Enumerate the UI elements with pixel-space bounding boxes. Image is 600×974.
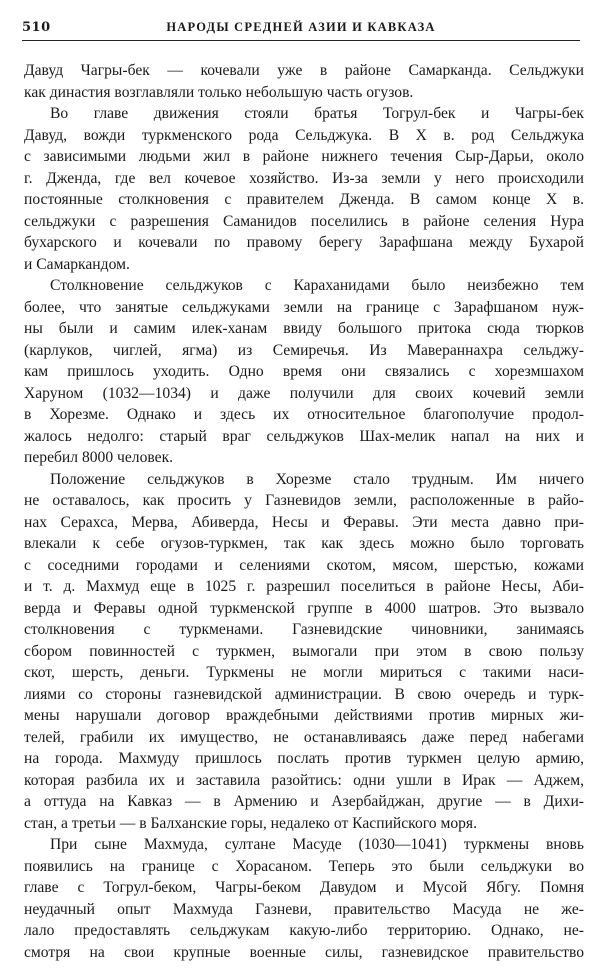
text-line: более, что занятые сельджуками земли на границе с Зарафшаном нуж- bbox=[24, 298, 584, 316]
text-line: телей, грабили их имущество, не останавливаясь даже перед набегами bbox=[24, 728, 584, 746]
text-line: лиями со стороны газневидской администрации. В свою очередь и турк- bbox=[24, 685, 584, 703]
text-line: Положение сельджуков в Хорезме стало трудным. Им ничего bbox=[50, 470, 584, 488]
text-line: Давуд, вожди туркменского рода Сельджука. В X в. род Сельджука bbox=[24, 126, 584, 144]
text-line: с соседними городами и селениями скотом, мясом, шерстью, кожами bbox=[24, 556, 584, 574]
text-line: и Самаркандом. bbox=[24, 255, 130, 273]
text-line: бухарского и кочевали по правому берегу Зарафшана между Бухарой bbox=[24, 234, 584, 251]
text-line: (карлуков, чиглей, ягма) из Семиречья. Из Мавераннахра сельджу- bbox=[24, 341, 584, 359]
body-text bbox=[24, 60, 584, 963]
text-line: постоянные столкновения с правителем Дженда. В самом конце X в. bbox=[24, 191, 584, 208]
text-line: главе с Тогрул-беком, Чагры-беком Давудом и Мусой Ябгу. Помня bbox=[24, 879, 584, 896]
text-line: как династия возглавляли только небольшую часть огузов. bbox=[24, 83, 414, 101]
text-line: смотря на свои крупные военные силы, газневидское правительство bbox=[24, 943, 584, 961]
text-line: которая разбила их и заставила разойтись: одни ушли в Ирак — Аджем, bbox=[24, 771, 584, 789]
text-line: скот, шерсть, деньги. Туркмены не могли мириться с такими наси- bbox=[24, 664, 584, 681]
text-line: в Хорезме. Однако и здесь их относительное благополучие продол- bbox=[24, 406, 584, 423]
page-header bbox=[22, 18, 580, 41]
text-line: мены нарушали договор враждебными действиями против мирных жи- bbox=[24, 707, 584, 724]
text-line: Во главе движения стояли братья Тогрул-бек и Чагры-бек bbox=[50, 105, 584, 122]
text-line: верда и Феравы одной туркменской группе в 4000 шатров. Это вызвало bbox=[24, 599, 584, 617]
text-line: При сыне Махмуда, султане Масуде (1030—1041) туркмены вновь bbox=[50, 836, 584, 853]
text-line: столкновения с туркменами. Газневидские чиновники, занимаясь bbox=[24, 621, 584, 638]
text-line: с зависимыми людьми жил в районе нижнего течения Сыр-Дарьи, около bbox=[24, 148, 584, 165]
text-line: лало предоставлять сельджукам какую-либо территорию. Однако, не- bbox=[24, 922, 584, 939]
text-line: и т. д. Махмуд еще в 1025 г. разрешил поселиться в районе Несы, Аби- bbox=[24, 578, 584, 595]
running-head: НАРОДЫ СРЕДНЕЙ АЗИИ И КАВКАЗА bbox=[166, 20, 436, 34]
text-line: ны были и самим илек-ханам ввиду большого притока сюда тюрков bbox=[24, 320, 584, 337]
text-line: г. Дженда, где вел кочевое хозяйство. Из-за земли у него происходили bbox=[24, 169, 584, 187]
text-line: кам пришлось уходить. Одно время они связались с хорезмшахом bbox=[24, 363, 584, 380]
text-line: Харуном (1032—1034) и даже получили для своих кочевий земли bbox=[24, 384, 584, 402]
text-line: сельджуки с разрешения Саманидов поселились в районе селения Нура bbox=[24, 212, 584, 230]
text-line: на города. Махмуду пришлось послать против туркмен целую армию, bbox=[24, 750, 584, 767]
text-line: Давуд Чагры-бек — кочевали уже в районе Самарканда. Сельджуки bbox=[24, 62, 584, 79]
text-line: жалось недолго: старый враг сельджуков Шах-мелик напал на них и bbox=[24, 427, 584, 445]
paragraph bbox=[24, 834, 584, 963]
text-line: сбором повинностей с туркмен, вымогали при этом в свою пользу bbox=[24, 642, 584, 660]
text-line: нах Серахса, Мерва, Абиверда, Несы и Феравы. Эти места давно при- bbox=[24, 513, 584, 531]
text-line: не оставалось, как просить у Газневидов земли, расположенные в райо- bbox=[24, 492, 584, 509]
page-number: 510 bbox=[22, 20, 51, 35]
paragraph bbox=[24, 275, 584, 469]
paragraph bbox=[24, 103, 584, 275]
text-line: влекали к себе огузов-туркмен, так как здесь можно было торговать bbox=[24, 535, 584, 552]
text-line: Столкновение сельджуков с Караханидами было неизбежно тем bbox=[50, 277, 584, 294]
paragraph bbox=[24, 60, 584, 103]
text-line: неудачный опыт Махмуда Газневи, правительство Масуда не же- bbox=[24, 900, 584, 918]
paragraph bbox=[24, 469, 584, 835]
text-line: а оттуда на Кавказ — в Армению и Азербайджан, другие — в Дихи- bbox=[24, 793, 584, 810]
text-line: появились на границе с Хорасаном. Теперь это были сельджуки во bbox=[24, 857, 584, 875]
text-line: стан, а третьи — в Балханские горы, недалеко от Каспийского моря. bbox=[24, 814, 477, 832]
text-line: перебил 8000 человек. bbox=[24, 449, 174, 466]
